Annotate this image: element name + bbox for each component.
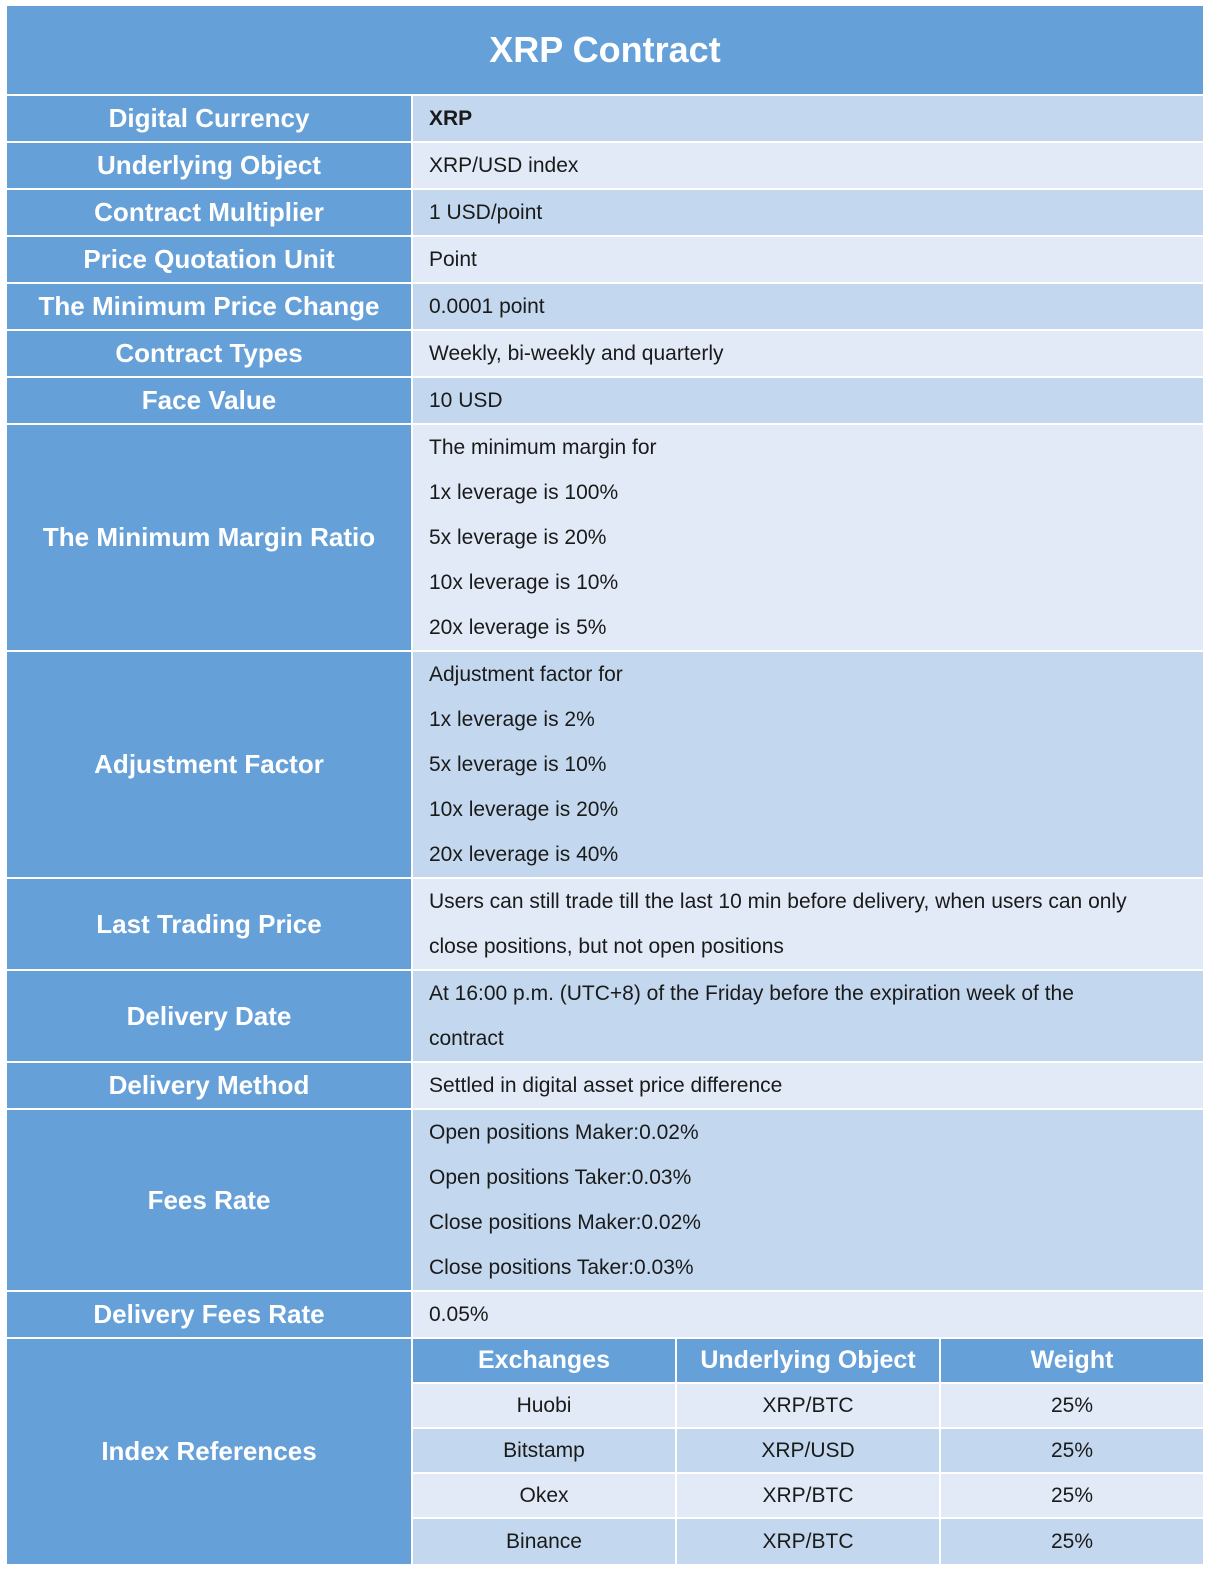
value-line: 1x leverage is 2% (429, 708, 595, 731)
value-line: 20x leverage is 5% (429, 616, 607, 639)
value-line: Weekly, bi-weekly and quarterly (429, 342, 724, 365)
value-line: Point (429, 248, 477, 271)
weight-cell: 25% (1050, 1393, 1094, 1417)
row-label: Contract Multiplier (7, 190, 413, 235)
row-value (413, 190, 1203, 235)
value-line: 20x leverage is 40% (429, 843, 619, 866)
weight-cell: 25% (1050, 1438, 1094, 1462)
index-table (413, 1339, 1203, 1564)
row-value (413, 284, 1203, 329)
value-line: Close positions Taker:0.03% (429, 1256, 694, 1279)
value-line: Open positions Maker:0.02% (429, 1121, 699, 1144)
row-adjustment-factor (7, 652, 1203, 879)
underlying-cell: XRP/BTC (677, 1384, 941, 1427)
value-line: XRP (429, 107, 473, 130)
value-line: contract (429, 1027, 504, 1050)
value-line: 10x leverage is 10% (429, 571, 619, 594)
row-digital-currency (7, 96, 1203, 143)
row-value (413, 971, 1203, 1061)
exchange-cell: Okex (413, 1474, 677, 1517)
table-row (413, 1519, 1203, 1564)
column-header: Exchanges (413, 1339, 677, 1382)
row-label: Last Trading Price (7, 879, 413, 969)
value-line: Users can still trade till the last 10 min before delivery, when users can only (429, 890, 1127, 913)
column-header: Underlying Object (677, 1339, 941, 1382)
value-line: 10x leverage is 20% (429, 798, 619, 821)
value-line: Settled in digital asset price difference (429, 1074, 783, 1097)
row-label: Contract Types (7, 331, 413, 376)
value-line: 1 USD/point (429, 201, 543, 224)
row-value (413, 1063, 1203, 1108)
contract-table (7, 6, 1203, 1564)
row-last-trading-price (7, 879, 1203, 971)
value-line: The minimum margin for (429, 436, 657, 459)
row-label: Underlying Object (7, 143, 413, 188)
value-line: 5x leverage is 20% (429, 526, 607, 549)
value-line: Close positions Maker:0.02% (429, 1211, 701, 1234)
value-line: 10 USD (429, 389, 503, 412)
row-label: Digital Currency (7, 96, 413, 141)
exchange-cell: Bitstamp (413, 1429, 677, 1472)
row-index-references (7, 1339, 1203, 1564)
column-header: Weight (941, 1339, 1203, 1382)
row-contract-types (7, 331, 1203, 378)
row-label: The Minimum Price Change (7, 284, 413, 329)
table-row (413, 1429, 1203, 1474)
row-value (413, 378, 1203, 423)
row-label: Face Value (7, 378, 413, 423)
row-label: Delivery Date (7, 971, 413, 1061)
weight-cell: 25% (1050, 1529, 1094, 1553)
table-row (413, 1474, 1203, 1519)
value-line: Open positions Taker:0.03% (429, 1166, 692, 1189)
row-minimum-margin-ratio (7, 425, 1203, 652)
row-delivery-fees-rate (7, 1292, 1203, 1339)
weight-cell: 25% (1050, 1483, 1094, 1507)
row-label: Delivery Fees Rate (7, 1292, 413, 1337)
row-label: Price Quotation Unit (7, 237, 413, 282)
row-delivery-method (7, 1063, 1203, 1110)
row-underlying-object (7, 143, 1203, 190)
value-line: Adjustment factor for (429, 663, 623, 686)
underlying-cell: XRP/BTC (677, 1519, 941, 1564)
row-value (413, 237, 1203, 282)
index-header-row (413, 1339, 1203, 1384)
value-line: 0.05% (429, 1303, 489, 1326)
row-price-quotation-unit (7, 237, 1203, 284)
row-value (413, 331, 1203, 376)
row-label: Index References (7, 1339, 413, 1564)
row-value (413, 96, 1203, 141)
value-line: At 16:00 p.m. (UTC+8) of the Friday before the expiration week of the (429, 982, 1074, 1005)
row-label: The Minimum Margin Ratio (7, 425, 413, 650)
row-value (413, 143, 1203, 188)
value-line: 0.0001 point (429, 295, 545, 318)
value-line: 1x leverage is 100% (429, 481, 619, 504)
row-face-value (7, 378, 1203, 425)
page-title: XRP Contract (7, 6, 1203, 96)
underlying-cell: XRP/USD (677, 1429, 941, 1472)
row-value (413, 879, 1203, 969)
row-label: Delivery Method (7, 1063, 413, 1108)
value-line: XRP/USD index (429, 154, 579, 177)
row-contract-multiplier (7, 190, 1203, 237)
row-delivery-date (7, 971, 1203, 1063)
row-minimum-price-change (7, 284, 1203, 331)
row-value (413, 1292, 1203, 1337)
row-fees-rate (7, 1110, 1203, 1292)
exchange-cell: Huobi (413, 1384, 677, 1427)
row-label: Adjustment Factor (7, 652, 413, 877)
row-label: Fees Rate (7, 1110, 413, 1290)
row-value (413, 425, 1203, 650)
table-row (413, 1384, 1203, 1429)
value-line: 5x leverage is 10% (429, 753, 607, 776)
exchange-cell: Binance (413, 1519, 677, 1564)
value-line: close positions, but not open positions (429, 935, 784, 958)
underlying-cell: XRP/BTC (677, 1474, 941, 1517)
row-value (413, 652, 1203, 877)
row-value (413, 1110, 1203, 1290)
